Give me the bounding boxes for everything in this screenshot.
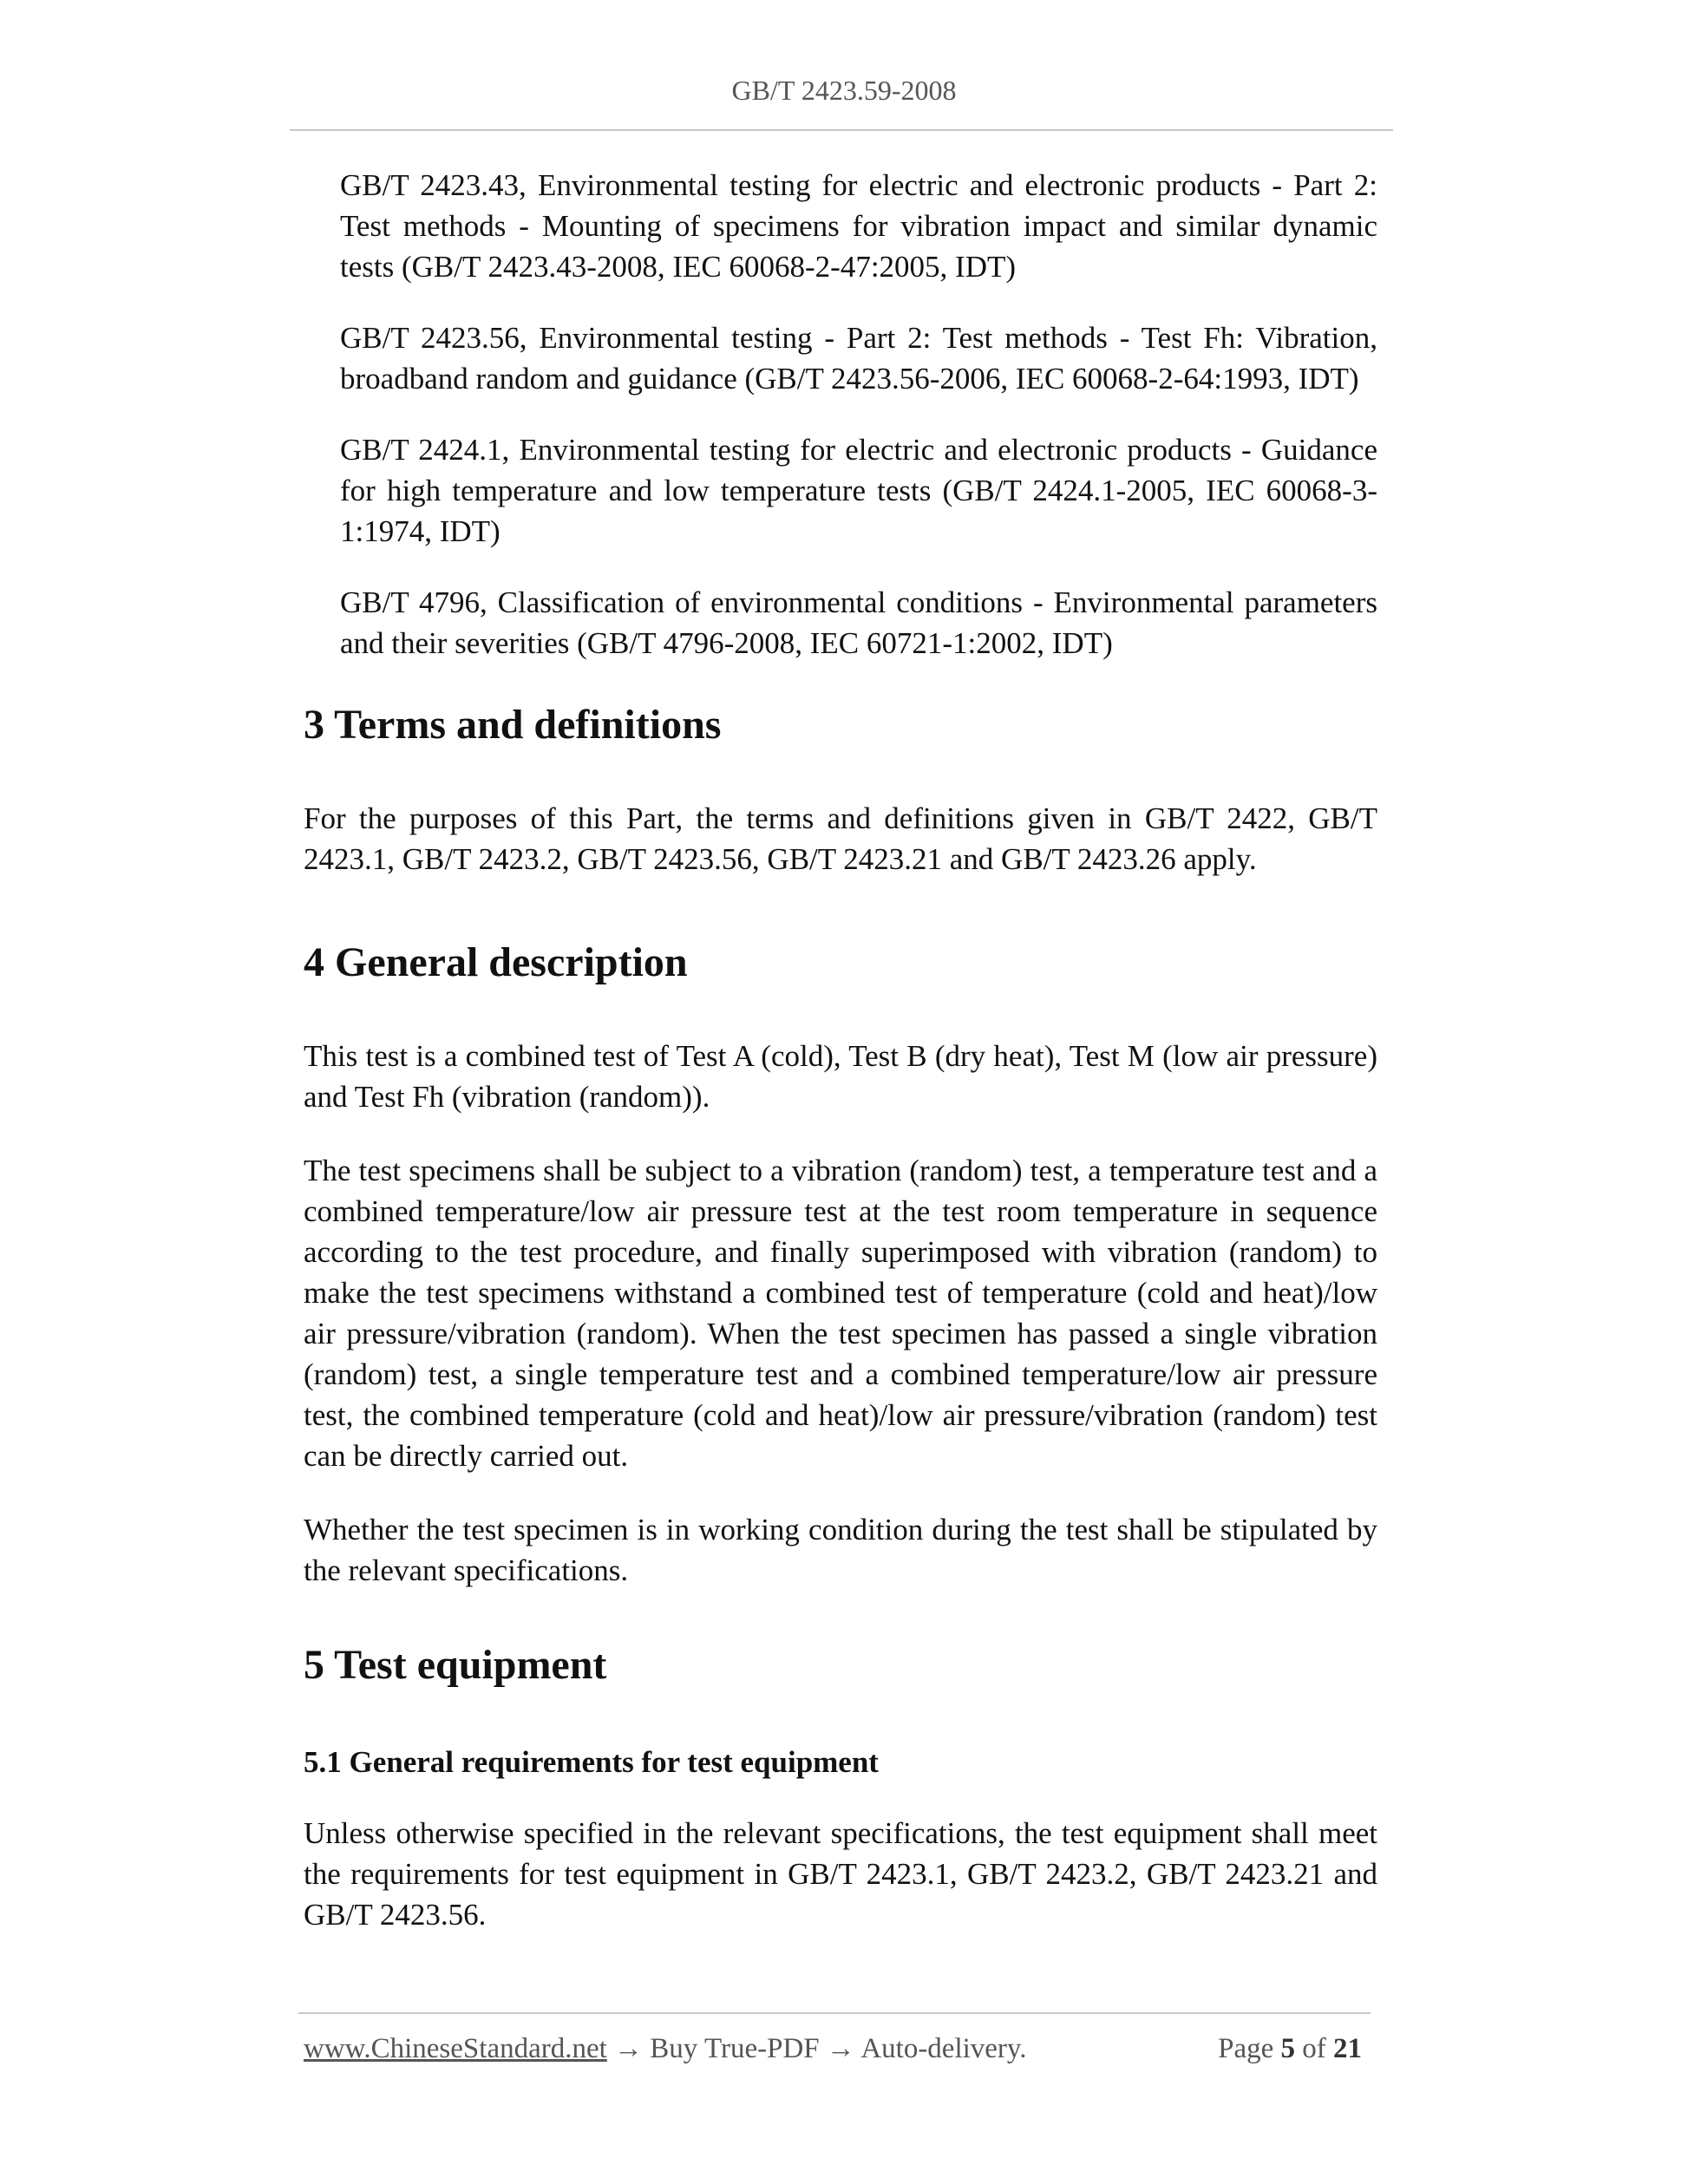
page-counter [1218, 2033, 1362, 2065]
section-3-body [304, 798, 1377, 879]
reference-item: GB/T 4796, Classification of environmental conditions - Environmental parameters and their severities (GB/T 4796-2008, IEC 60721-1:2002, IDT) [340, 585, 1377, 660]
section-5-body [304, 1813, 1377, 1935]
section-4-body-2 [304, 1150, 1377, 1476]
section-5-1 [304, 1742, 1377, 1782]
paragraph: Unless otherwise specified in the relevant specifications, the test equipment shall meet the requirements for test equipment in GB/T 2423.1, GB/T 2423.2, GB/T 2423.21 and GB/T 2423.56. [304, 1816, 1377, 1932]
section-4 [304, 938, 1377, 987]
section-3 [304, 701, 1377, 749]
page-label: Page [1218, 2033, 1274, 2064]
delivery-text: Auto-delivery. [860, 2033, 1027, 2064]
page-number: 5 [1280, 2033, 1295, 2064]
footer-promo [304, 2033, 1027, 2065]
section-heading-terms: 3 Terms and definitions [304, 702, 722, 748]
normative-reference-list [340, 165, 1377, 694]
total-pages: 21 [1333, 2033, 1362, 2064]
reference-item: GB/T 2424.1, Environmental testing for electric and electronic products - Guidance for high temperature and low temperature tests (GB/T 2424.1-2005, IEC 60068-3-1:1974, IDT) [340, 433, 1377, 548]
paragraph: Whether the test specimen is in working condition during the test shall be stipulated by the relevant specifications. [304, 1513, 1377, 1587]
section-4-body-1 [304, 1036, 1377, 1117]
subsection-heading: 5.1 General requirements for test equipment [304, 1745, 879, 1779]
section-heading-general: 4 General description [304, 939, 688, 985]
website-link[interactable]: www.ChineseStandard.net [304, 2033, 607, 2064]
arrow-right-icon: → [614, 2033, 644, 2064]
paragraph: For the purposes of this Part, the terms and definitions given in GB/T 2422, GB/T 2423.1, GB/T 2423.2, GB/T 2423.56, GB/T 2423.21 and GB/T 2423.26 apply. [304, 801, 1377, 876]
section-heading-equipment: 5 Test equipment [304, 1642, 607, 1688]
paragraph: This test is a combined test of Test A (cold), Test B (dry heat), Test M (low air pressure) and Test Fh (vibration (random)). [304, 1039, 1377, 1114]
section-4-body-3 [304, 1509, 1377, 1591]
of-label: of [1302, 2033, 1326, 2064]
header-divider [290, 129, 1393, 131]
footer-divider [298, 2012, 1371, 2014]
paragraph: The test specimens shall be subject to a vibration (random) test, a temperature test and a combined temperature/low air pressure test at the test room temperature in sequence according to the test procedure, and finally superimposed with vibration (random) to make the test specimens withstand a combined test of temperature (cold and heat)/low air pressure/vibration (random). When the test specimen has passed a single vibration (random) test, a single temperature test and a combined temperature/low air pressure test, the combined temperature (cold and heat)/low air pressure/vibration (random) test can be directly carried out. [304, 1154, 1377, 1473]
buy-text: Buy True-PDF [650, 2033, 820, 2064]
running-header: GB/T 2423.59-2008 [731, 75, 957, 106]
section-5 [304, 1641, 1377, 1690]
reference-item: GB/T 2423.43, Environmental testing for electric and electronic products - Part 2: Test methods - Mounting of specimens for vibration impact and similar dynamic tests (GB/T 2423.43-2008, IEC 60068-2-47:2005, IDT) [340, 168, 1377, 284]
arrow-right-icon: → [826, 2033, 855, 2064]
reference-item: GB/T 2423.56, Environmental testing - Part 2: Test methods - Test Fh: Vibration, broadband random and guidance (GB/T 2423.56-2006, IEC 60068-2-64:1993, IDT) [340, 321, 1377, 396]
